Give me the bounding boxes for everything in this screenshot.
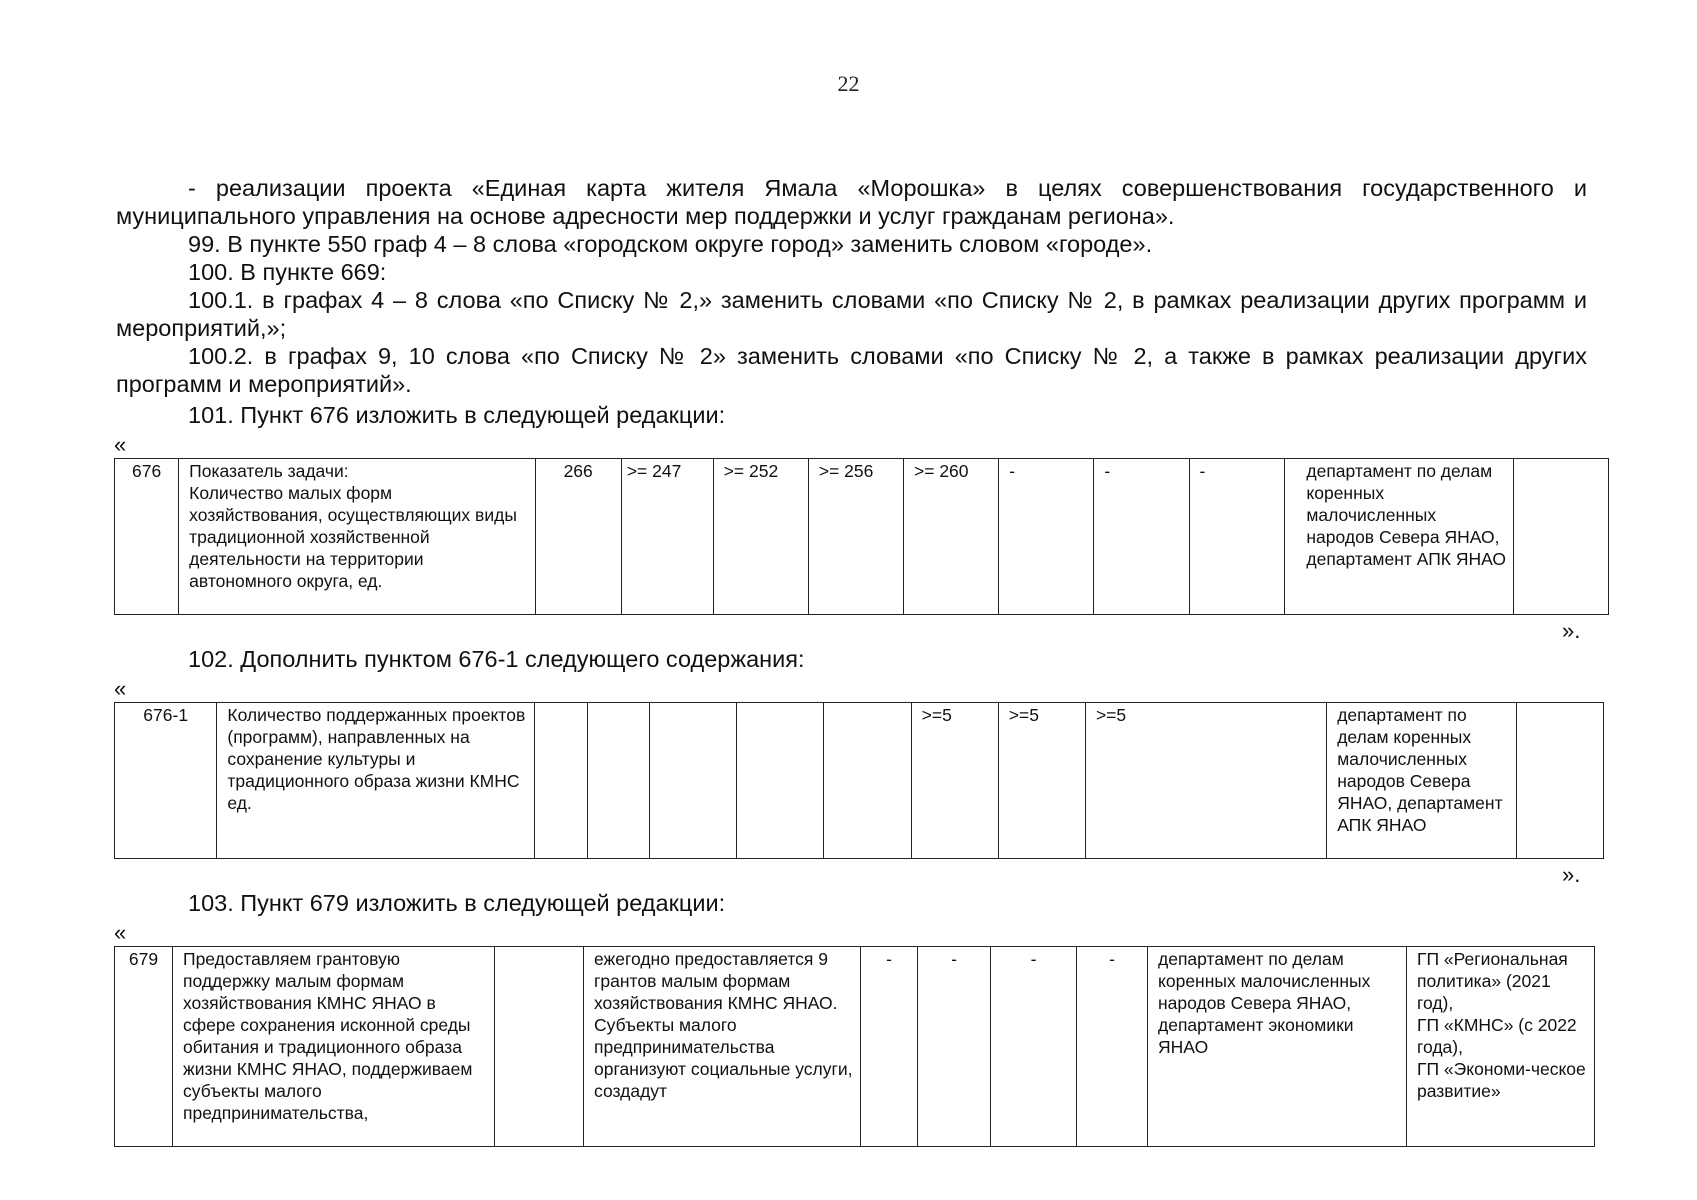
quote-open-3: « [114, 920, 127, 945]
cell-target-7: - [1189, 459, 1284, 615]
cell-target-5: >=5 [911, 703, 998, 859]
cell-gap [1284, 459, 1296, 615]
table-row [115, 459, 1609, 615]
cell-target-2 [650, 703, 737, 859]
cell-target-1 [588, 703, 650, 859]
cell-responsible: департамент по делам коренных малочисленных народов Севера ЯНАО, департамент АПК ЯНАО [1327, 703, 1517, 859]
cell-indicator-name: Количество поддержанных проектов (программ), направленных на сохранение культуры и традиционного образа жизни КМНС ед. [217, 703, 534, 859]
cell-target-3 [737, 703, 824, 859]
table-row [115, 703, 1604, 859]
paragraph-morozhka: - реализации проекта «Единая карта жителя Ямала «Морошка» в целях совершенствования государственного и муниципального управления на основе адресности мер поддержки и услуг гражданам региона». [116, 175, 1587, 229]
table-item-679 [114, 946, 1595, 1147]
paragraph-100-2: 100.2. в графах 9, 10 слова «по Списку № 2» заменить словами «по Списку № 2, а также в рамках реализации других программ и мероприятий». [116, 343, 1587, 397]
cell-value-3: - [991, 947, 1077, 1147]
cell-target-5: - [999, 459, 1094, 615]
quote-open-1: « [114, 432, 127, 457]
cell-empty [1513, 459, 1608, 615]
cell-target-6: >=5 [998, 703, 1085, 859]
paragraph-100: 100. В пункте 669: [188, 259, 387, 285]
cell-base-value [534, 703, 588, 859]
cell-gap [1187, 703, 1327, 859]
paragraph-103: 103. Пункт 679 изложить в следующей редакции: [188, 890, 726, 916]
cell-target-6: - [1094, 459, 1189, 615]
cell-target-1: >= 247 [621, 459, 713, 615]
cell-value-4: - [1077, 947, 1148, 1147]
table-item-676-1 [114, 702, 1604, 859]
cell-empty [1516, 703, 1603, 859]
page-number: 22 [837, 71, 860, 96]
cell-base-value: 266 [535, 459, 621, 615]
cell-responsible: департамент по делам коренных малочисленных народов Севера ЯНАО, департамент АПК ЯНАО [1296, 459, 1513, 615]
quote-close-2: ». [1562, 862, 1581, 887]
cell-item-number: 676-1 [115, 703, 217, 859]
cell-item-number: 679 [115, 947, 173, 1147]
paragraph-100-1: 100.1. в графах 4 – 8 слова «по Списку № 2,» заменить словами «по Списку № 2, в рамках реализации других программ и мероприятий,»; [116, 287, 1587, 341]
cell-empty [495, 947, 584, 1147]
cell-value-2: - [918, 947, 991, 1147]
cell-target-7: >=5 [1085, 703, 1186, 859]
cell-target-4 [824, 703, 911, 859]
cell-target-3: >= 256 [808, 459, 903, 615]
quote-open-2: « [114, 676, 127, 701]
table-row [115, 947, 1595, 1147]
table-item-676 [114, 458, 1609, 615]
paragraph-99: 99. В пункте 550 граф 4 – 8 слова «городском округе город» заменить словом «городе». [188, 231, 1153, 257]
cell-value-1: - [861, 947, 918, 1147]
cell-indicator-name: Показатель задачи: Количество малых форм хозяйствования, осуществляющих виды традиционной хозяйственной деятельности на территории автономного округа, ед. [179, 459, 535, 615]
cell-state-programs: ГП «Региональная политика» (2021 год), ГП «КМНС» (с 2022 года), ГП «Экономи-ческое развитие» [1407, 947, 1595, 1147]
quote-close-1: ». [1562, 618, 1581, 643]
cell-activity-description: Предоставляем грантовую поддержку малым формам хозяйствования КМНС ЯНАО в сфере сохранения исконной среды обитания и традиционного образа жизни КМНС ЯНАО, поддерживаем субъекты малого предпринимательства, [173, 947, 495, 1147]
cell-item-number: 676 [115, 459, 179, 615]
cell-responsible: департамент по делам коренных малочисленных народов Севера ЯНАО, департамент экономики ЯНАО [1148, 947, 1407, 1147]
paragraph-102: 102. Дополнить пунктом 676-1 следующего содержания: [188, 646, 805, 672]
paragraph-101: 101. Пункт 676 изложить в следующей редакции: [188, 402, 726, 428]
cell-expected-result: ежегодно предоставляется 9 грантов малым формам хозяйствования КМНС ЯНАО. Субъекты малого предпринимательства организуют социальные услуги, создадут [584, 947, 861, 1147]
cell-target-2: >= 252 [713, 459, 808, 615]
cell-target-4: >= 260 [904, 459, 999, 615]
